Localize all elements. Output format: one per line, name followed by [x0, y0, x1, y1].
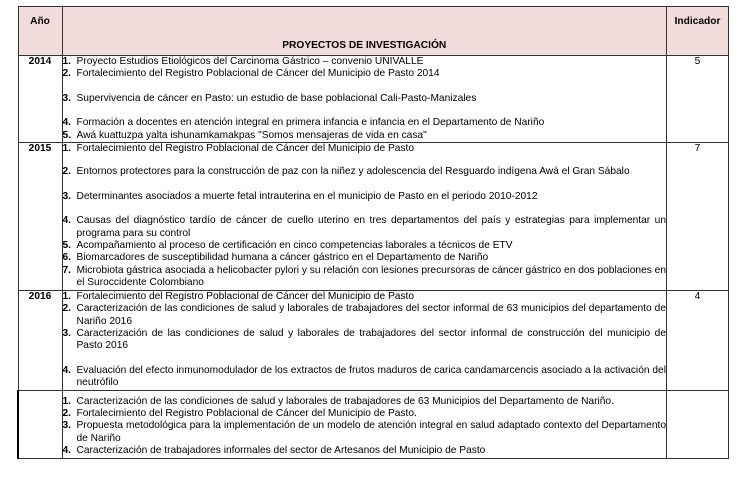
header-projects: PROYECTOS DE INVESTIGACIÓN — [62, 7, 667, 56]
list-item — [63, 117, 667, 129]
table-row-2015 — [18, 143, 729, 291]
item-text: Fortalecimiento del Registro Poblacional de Cáncer del Municipio de Pasto — [76, 290, 415, 302]
item-text: Fortalecimiento del Registro Poblacional de Cáncer del Municipio de Pasto — [76, 143, 415, 155]
list-item — [63, 420, 667, 445]
year-cell: 2015 — [18, 143, 62, 291]
item-text: Acompañamiento al proceso de certificación en cinco competencias laborales a técnicos de ETV — [76, 240, 513, 252]
table-row-2016 — [18, 290, 729, 390]
item-number: 3. — [62, 327, 71, 339]
table-row-2014 — [18, 56, 729, 143]
table-row-next — [18, 390, 729, 458]
item-text: Fortalecimiento del Registro Poblacional de Cáncer del Municipio de Pasto. — [76, 407, 417, 419]
item-text: Caracterización de las condiciones de salud y laborales de trabajadores de 63 Municipios del Departamento de Nariño. — [76, 395, 614, 407]
projects-cell — [62, 390, 667, 458]
item-number: 4. — [62, 215, 71, 227]
item-number: 2. — [62, 166, 71, 178]
item-text: Formación a docentes en atención integral en primera infancia e infancia en el Departamento de Nariño — [76, 117, 545, 129]
item-number: 1. — [62, 290, 71, 302]
item-number: 3. — [62, 92, 71, 104]
item-number: 4. — [62, 364, 71, 376]
item-number: 4. — [62, 117, 71, 129]
project-list — [63, 291, 667, 390]
list-item — [63, 130, 667, 142]
item-text: Determinantes asociados a muerte fetal intrauterina en el municipio de Pasto en el periodo 2010-2012 — [76, 190, 538, 202]
list-item — [63, 445, 667, 457]
list-item — [63, 291, 667, 303]
item-number: 2. — [62, 68, 71, 80]
project-list — [63, 143, 667, 290]
header-indicator: Indicador — [667, 7, 729, 56]
projects-cell — [62, 290, 667, 390]
item-text: Causas del diagnóstico tardío de cáncer de cuello uterino en tres departamentos del país y estrategias para implementar un programa para su control — [76, 215, 666, 239]
list-item — [63, 365, 667, 390]
item-number: 1. — [62, 143, 71, 155]
list-item — [63, 56, 667, 68]
item-text: Entornos protectores para la construcción de paz con la niñez y adolescencia del Resguardo indígena Awá el Gran Sábalo — [76, 166, 630, 178]
item-text: Biomarcadores de susceptibilidad humana a cáncer gástrico en el Departamento de Nariño — [76, 252, 489, 264]
year-cell — [18, 390, 62, 458]
indicator-cell: 7 — [667, 143, 729, 291]
item-number: 5. — [62, 240, 71, 252]
indicator-cell — [667, 390, 729, 458]
list-item — [63, 252, 667, 264]
item-number: 1. — [62, 56, 71, 67]
list-item — [63, 93, 667, 105]
item-number: 1. — [62, 395, 71, 407]
item-text: Microbiota gástrica asociada a helicobacter pylori y su relación con lesiones precursoras de cáncer gástrico en dos poblaciones en el Suroccidente Colombiano — [76, 264, 666, 289]
project-list — [63, 56, 667, 142]
projects-cell — [62, 56, 667, 143]
item-number: 4. — [62, 445, 71, 457]
item-number: 2. — [62, 407, 71, 419]
item-number: 5. — [62, 129, 71, 141]
list-item — [63, 166, 667, 178]
list-item — [63, 328, 667, 353]
item-text: Caracterización de las condiciones de salud y laborales de trabajadores del sector informal de 63 municipios del departamento de Nariño 2016 — [76, 303, 666, 327]
year-cell: 2014 — [18, 56, 62, 143]
item-number: 6. — [62, 252, 71, 264]
list-item — [63, 143, 667, 155]
indicator-cell: 4 — [667, 290, 729, 390]
year-cell: 2016 — [18, 290, 62, 390]
projects-cell — [62, 143, 667, 291]
list-item — [63, 303, 667, 328]
list-item — [63, 408, 667, 420]
item-text: Caracterización de trabajadores informales del sector de Artesanos del Municipio de Pasto — [76, 445, 486, 457]
list-item — [63, 396, 667, 408]
item-number: 2. — [62, 303, 71, 315]
list-item — [63, 265, 667, 290]
list-item — [63, 215, 667, 240]
table-header-row — [18, 7, 729, 56]
item-text: Supervivencia de cáncer en Pasto: un estudio de base poblacional Cali-Pasto-Manizales — [76, 92, 477, 104]
item-text: Caracterización de las condiciones de salud y laborales de trabajadores del sector informal de construcción del municipio de Pasto 2016 — [76, 327, 666, 352]
item-text: Proyecto Estudios Etiológicos del Carcinoma Gástrico – convenio UNIVALLE — [76, 56, 424, 67]
list-item — [63, 240, 667, 252]
item-number: 3. — [62, 190, 71, 202]
item-text: Propuesta metodológica para la implementación de un modelo de atención integral en salud adaptado contexto del Departamento de Nariño — [76, 420, 666, 444]
item-text: Fortalecimiento del Registro Poblacional de Cáncer del Municipio de Pasto 2014 — [76, 68, 440, 80]
item-text: Awá kuattuzpa yalta ishunamkamakpas "Somos mensajeras de vida en casa" — [76, 129, 427, 141]
item-number: 3. — [62, 420, 71, 432]
indicator-cell: 5 — [667, 56, 729, 143]
project-list — [63, 396, 667, 458]
list-item — [63, 68, 667, 80]
list-item — [63, 191, 667, 203]
header-year: Año — [18, 7, 62, 56]
item-text: Evaluación del efecto inmunomodulador de los extractos de frutos maduros de carica candamarcencis asociado a la activación del neutrófilo — [76, 364, 666, 389]
item-number: 7. — [62, 264, 71, 276]
research-projects-table — [17, 6, 729, 459]
